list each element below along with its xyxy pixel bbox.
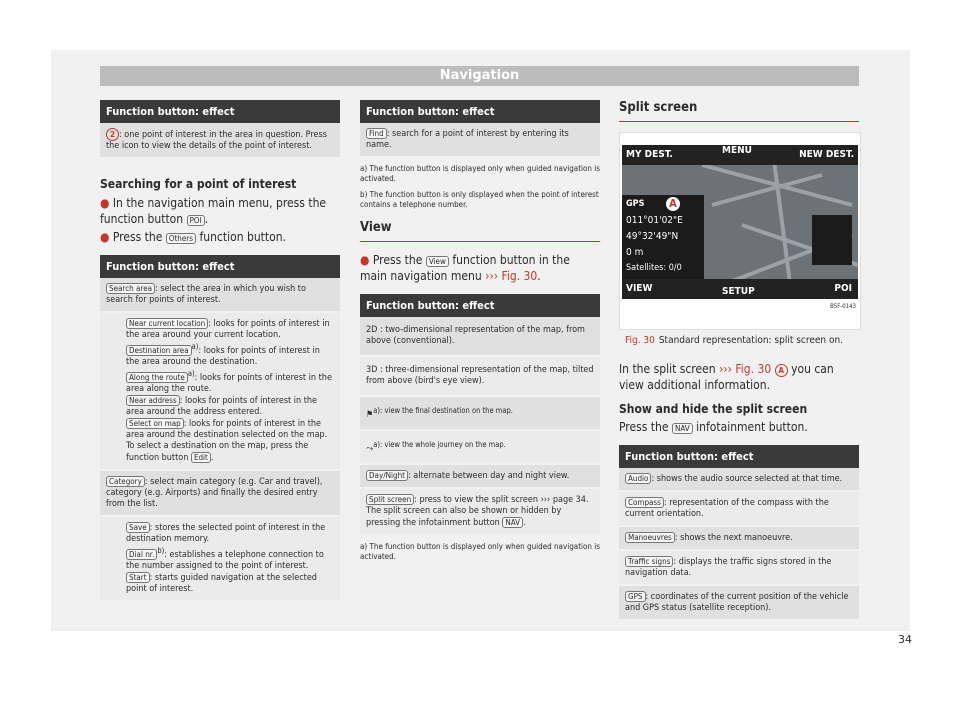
table-row: Search area : select the area in which you wish to search for points of interest.	[100, 278, 340, 313]
column-1	[100, 100, 340, 602]
marker-a: A	[666, 197, 680, 211]
others-key: Others	[166, 233, 196, 244]
table-header: Function button: effect	[360, 294, 600, 317]
figure-30: MY DEST. MENU NEW DEST. GPS A 011°01'02"E 49°32'49"N 0 m Satellites: 0/0 VIEW SETUP POI B5F-0143	[619, 132, 861, 330]
poi-key: POI	[187, 215, 205, 226]
table-row: 2 : one point of interest in the area in question. Press the icon to view the details of the point of interest.	[100, 123, 340, 159]
table-row: Audio : shows the audio source selected at that time.	[619, 468, 859, 492]
footnote: a) The function button is displayed only when guided navigation is activated.	[360, 542, 601, 561]
column-2	[360, 100, 600, 568]
list-item: ● In the navigation main menu, press the function button POI .	[100, 196, 327, 226]
figure-caption: Fig. 30 Standard representation: split screen on.	[625, 335, 844, 346]
section-heading: View	[360, 220, 600, 242]
paragraph: In the split screen ››› Fig. 30 A you can view additional information.	[619, 362, 834, 392]
destination-icon: ⚑	[366, 410, 374, 420]
table-row: Manoeuvres : shows the next manoeuvre.	[619, 527, 859, 551]
table-row: GPS : coordinates of the current position of the vehicle and GPS status (satellite reception).	[619, 586, 859, 621]
callout-number: 2	[106, 128, 119, 141]
nav-screen: MY DEST. MENU NEW DEST. GPS A 011°01'02"E 49°32'49"N 0 m Satellites: 0/0 VIEW SETUP POI	[622, 145, 858, 299]
section-heading: Split screen	[619, 100, 859, 122]
list-item: ● Press the Others function button.	[100, 230, 286, 244]
table-row: Traffic signs : displays the traffic signs stored in the navigation data.	[619, 551, 859, 586]
page-header: Navigation	[100, 66, 859, 86]
list-item: ● Press the View function button in the main navigation menu ››› Fig. 30.	[360, 253, 570, 283]
table-header: Function button: effect	[360, 100, 600, 123]
table-row: Compass : representation of the compass with the current orientation.	[619, 492, 859, 527]
table-row: Split screen : press to view the split screen ››› page 34. The split screen can also be shown or hidden by pressing the infotainment button NAV .	[360, 489, 600, 536]
table-row: ⚑$^{a): view the final destination on the map.}$	[360, 397, 600, 431]
table-row: Category : select main category (e.g. Car and travel), category (e.g. Airports) and finally the desired entry from the list.	[100, 471, 340, 517]
table-row: Save : stores the selected point of interest in the destination memory. Dial nr. $^{b)}$: establishes a telephone connection to the number assigned to the point of interest. Start : starts guided navigation at the selected point of interest.	[100, 517, 340, 602]
table-header: Function button: effect	[100, 100, 340, 123]
table-row: Near current location : looks for points of interest in the area around your current location. Destination area $^{a)}$: looks for points of interest in the area around the destination. Along the route $^{a)}$: looks for points of interest in the area along the route. Near address : looks for points of interest in the area around the address entered. Select on map : looks for points of interest in the area around the destination selected on the map. To select a destination on the map, press the function button Edit .	[100, 313, 340, 471]
footnote: b) The function button is only displayed when the point of interest contains a telephone number.	[360, 190, 599, 209]
table-row: ⤳$^{a): view the whole journey on the map.}$	[360, 431, 600, 465]
table-row: 2D : two-dimensional representation of the map, from above (conventional).	[360, 317, 600, 357]
section-heading: Searching for a point of interest	[100, 177, 297, 191]
route-icon: ⤳	[366, 444, 374, 454]
column-3	[619, 100, 859, 621]
footnote: a) The function button is displayed only when guided navigation is activated.	[360, 164, 601, 183]
paragraph: Press the NAV infotainment button.	[619, 420, 808, 434]
table-header: Function button: effect	[619, 445, 859, 468]
table-header: Function button: effect	[100, 255, 340, 278]
table-row: 3D : three-dimensional representation of the map, tilted from above (bird's eye view).	[360, 357, 600, 397]
table-row: Find : search for a point of interest by entering its name.	[360, 123, 600, 158]
subheading: Show and hide the split screen	[619, 402, 808, 416]
table-row: Day/Night : alternate between day and night view.	[360, 465, 600, 489]
page-number: 34	[898, 633, 912, 646]
